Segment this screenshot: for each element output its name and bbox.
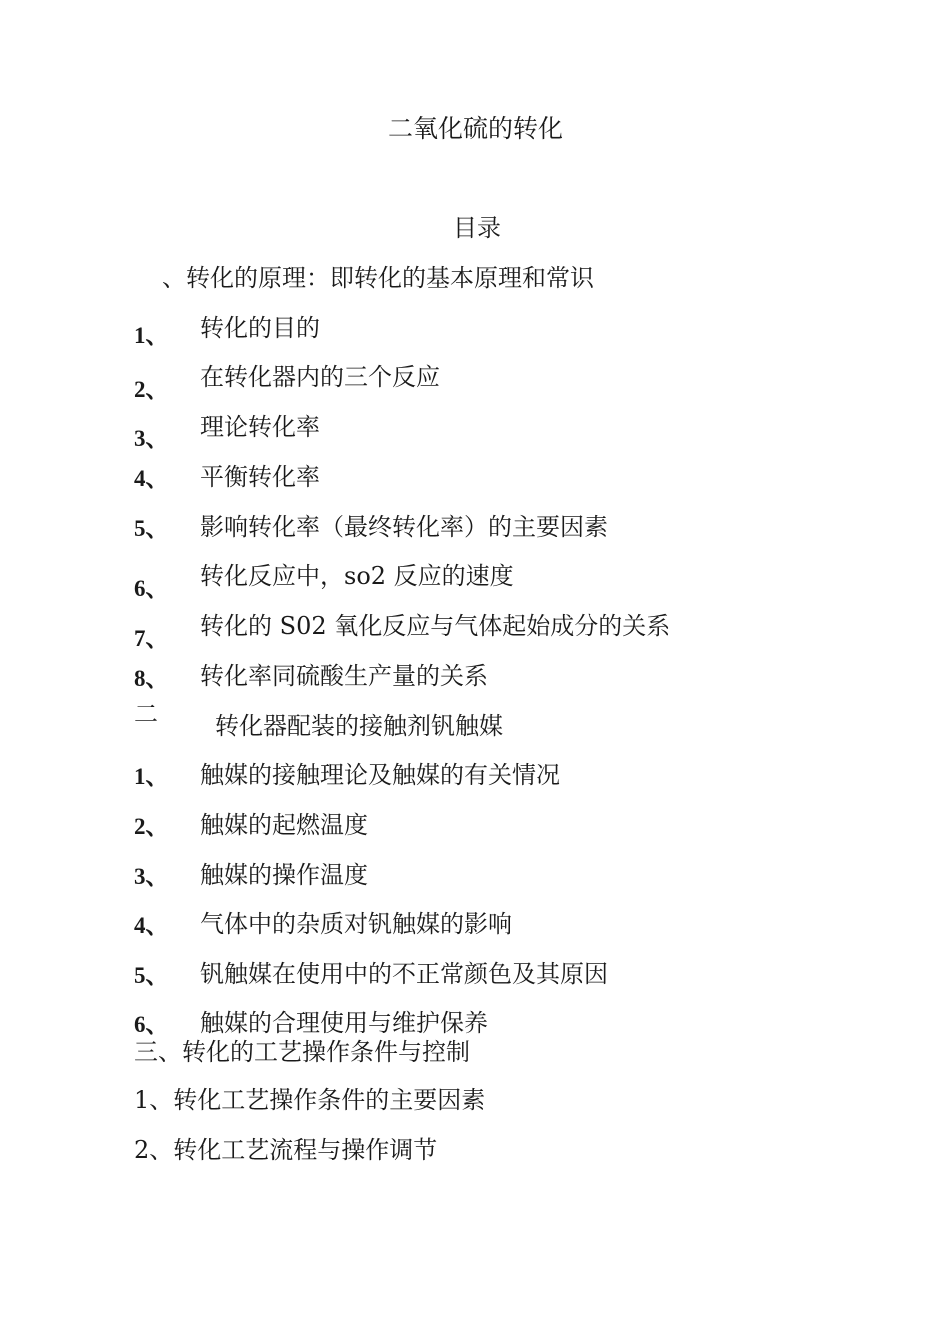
section3-heading: 三、转化的工艺操作条件与控制 (134, 1038, 470, 1066)
list-item-text: 平衡转化率 (200, 463, 320, 491)
list-item-text: 气体中的杂质对钒触媒的影响 (200, 910, 512, 938)
list-item-text: 触媒的接触理论及触媒的有关情况 (200, 761, 560, 789)
section1-heading: 、转化的原理：即转化的基本原理和常识 (162, 264, 594, 292)
list-item-number: 3、 (134, 864, 169, 889)
list-item-number: 6、 (134, 1012, 169, 1037)
list-item-number: 8、 (134, 666, 169, 691)
list-item-number: 6、 (134, 576, 169, 601)
section2-number: 二 (134, 700, 158, 728)
list-item-text: 转化的目的 (200, 314, 320, 342)
list-item-number: 1、 (134, 764, 169, 789)
list-item-text: 触媒的合理使用与维护保养 (200, 1009, 488, 1037)
list-item-text: 2、转化工艺流程与操作调节 (134, 1136, 438, 1164)
list-item-text: 触媒的起燃温度 (200, 811, 368, 839)
list-item-number: 4、 (134, 913, 169, 938)
list-item-number: 5、 (134, 516, 169, 541)
list-item-text: 在转化器内的三个反应 (200, 363, 440, 391)
list-item-text: 触媒的操作温度 (200, 861, 368, 889)
section2-heading: 转化器配装的接触剂钒触媒 (215, 712, 503, 740)
document-title: 二氧化硫的转化 (388, 114, 564, 143)
list-item-text: 转化反应中，so2 反应的速度 (200, 562, 514, 590)
list-item-number: 2、 (134, 377, 169, 402)
toc-heading: 目录 (453, 214, 501, 242)
list-item-number: 1、 (134, 323, 169, 348)
list-item-text: 理论转化率 (200, 413, 320, 441)
list-item-text: 钒触媒在使用中的不正常颜色及其原因 (200, 960, 608, 988)
list-item-number: 7、 (134, 626, 169, 651)
list-item-number: 5、 (134, 963, 169, 988)
list-item-number: 4、 (134, 466, 169, 491)
list-item-number: 2、 (134, 814, 169, 839)
list-item-text: 1、转化工艺操作条件的主要因素 (134, 1086, 486, 1114)
list-item-text: 影响转化率（最终转化率）的主要因素 (200, 513, 608, 541)
list-item-number: 3、 (134, 426, 169, 451)
list-item-text: 转化率同硫酸生产量的关系 (200, 662, 488, 690)
list-item-text: 转化的 S02 氧化反应与气体起始成分的关系 (200, 612, 671, 640)
